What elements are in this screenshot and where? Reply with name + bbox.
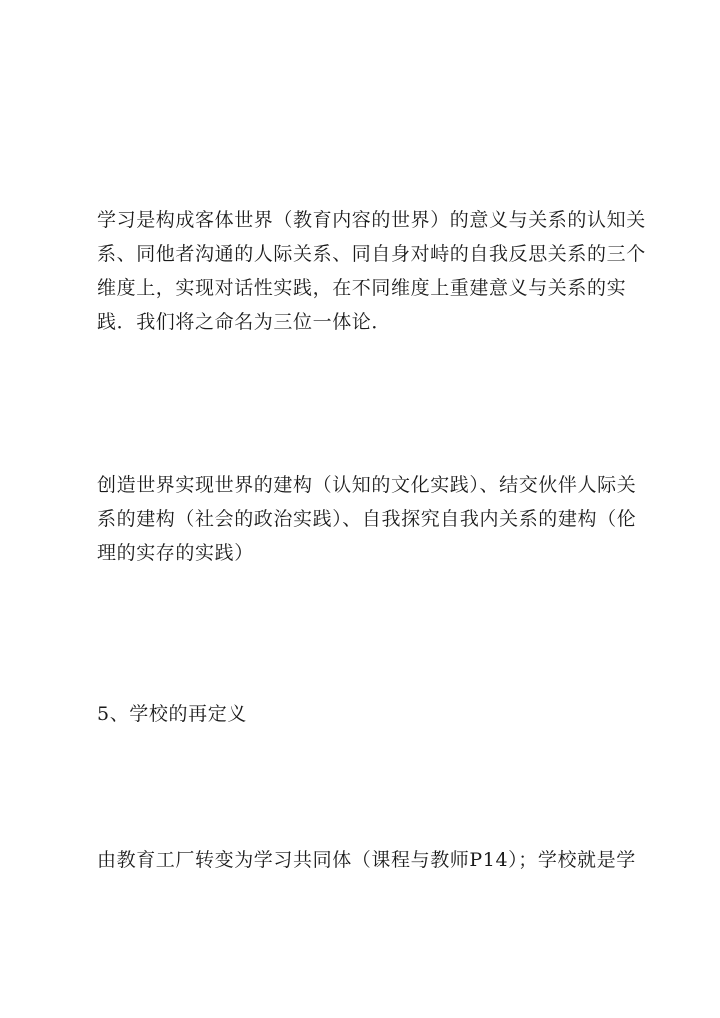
paragraph-school-redefinition	[97, 843, 637, 877]
heading-text: 5、学校的再定义	[97, 703, 247, 725]
text-line: 系的建构（社会的政治实践）、自我探究自我内关系的建构（伦	[97, 508, 637, 530]
text-line: 学习是构成客体世界（教育内容的世界）的意义与关系的认知关	[97, 209, 646, 231]
paragraph-learning-definition	[97, 203, 646, 339]
text-line: 创造世界实现世界的建构（认知的文化实践）、结交伙伴人际关	[97, 474, 637, 496]
section-heading	[97, 697, 637, 731]
text-line: 维度上，实现对话性实践，在不同维度上重建意义与关系的实	[97, 277, 627, 299]
text-line: 由教育工厂转变为学习共同体（课程与教师P14）；学校就是学	[97, 849, 636, 871]
paragraph-construction	[97, 468, 637, 570]
text-line: 理的实存的实践）	[97, 542, 254, 564]
text-line: 践．我们将之命名为三位一体论．	[97, 311, 392, 333]
text-line: 系、同他者沟通的人际关系、同自身对峙的自我反思关系的三个	[97, 243, 646, 265]
